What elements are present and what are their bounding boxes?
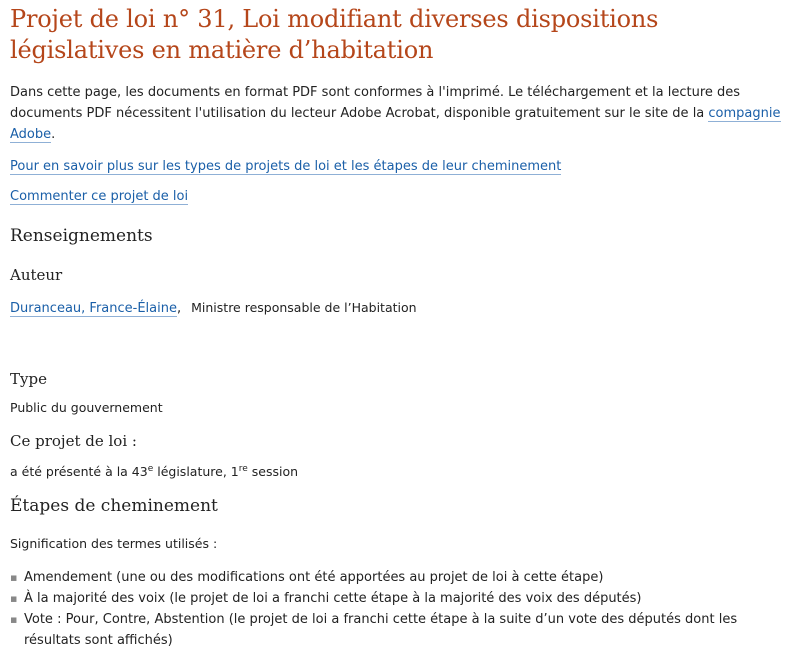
page-title: Projet de loi n° 31, Loi modifiant diverses dispositions législatives en matière d’habitation: [10, 5, 659, 64]
pdf-notice-end: .: [51, 127, 56, 142]
author-name-link[interactable]: Duranceau, France-Élaine: [10, 301, 177, 316]
term-majorite: À la majorité des voix (le projet de loi a franchi cette étape à la majorité des voix des députés): [24, 591, 642, 606]
projet-text-c: session: [247, 464, 299, 480]
auteur-heading: Auteur: [10, 266, 63, 284]
page-content: [10, 0, 790, 551]
list-item: [10, 588, 770, 609]
list-item: [10, 609, 770, 651]
renseignements-heading: Renseignements: [10, 226, 153, 246]
etapes-heading: Étapes de cheminement: [10, 496, 218, 516]
pdf-notice: [10, 82, 790, 145]
type-value: Public du gouvernement: [10, 400, 163, 415]
term-vote: Vote : Pour, Contre, Abstention (le projet de loi a franchi cette étape à la suite d’un vote des députés dont les résultats sont affichés): [24, 612, 738, 648]
author-separator: ,: [176, 301, 182, 316]
projet-text-b: législature, 1: [153, 464, 239, 480]
bullet-icon: ▪: [10, 571, 18, 584]
projet-presentation: [10, 460, 298, 481]
projet-sup-b: re: [238, 464, 248, 474]
bill-types-link[interactable]: Pour en savoir plus sur les types de projets de loi et les étapes de leur cheminement: [10, 159, 562, 174]
projet-sup-a: e: [147, 464, 154, 474]
list-item: [10, 567, 770, 588]
terms-list: [10, 567, 770, 651]
signification-label: Signification des termes utilisés :: [10, 536, 218, 551]
projet-text-a: a été présenté à la 43: [10, 464, 148, 480]
projet-heading: Ce projet de loi :: [10, 432, 137, 450]
bullet-icon: ▪: [10, 613, 18, 626]
author-role: Ministre responsable de l’Habitation: [191, 300, 417, 315]
pdf-notice-text: Dans cette page, les documents en format PDF sont conformes à l'imprimé. Le téléchargement et la lecture des documents PDF nécessitent l'utilisation du lecteur Adobe Acrobat, disponible gratuitement sur le site de la: [10, 85, 741, 121]
bullet-icon: ▪: [10, 592, 18, 605]
comment-bill-link[interactable]: Commenter ce projet de loi: [10, 189, 189, 204]
author-line: [10, 299, 417, 318]
term-amendement: Amendement (une ou des modifications ont été apportées au projet de loi à cette étape): [24, 570, 604, 585]
adobe-link[interactable]: compagnie Adobe: [10, 106, 781, 142]
type-heading: Type: [10, 370, 47, 388]
